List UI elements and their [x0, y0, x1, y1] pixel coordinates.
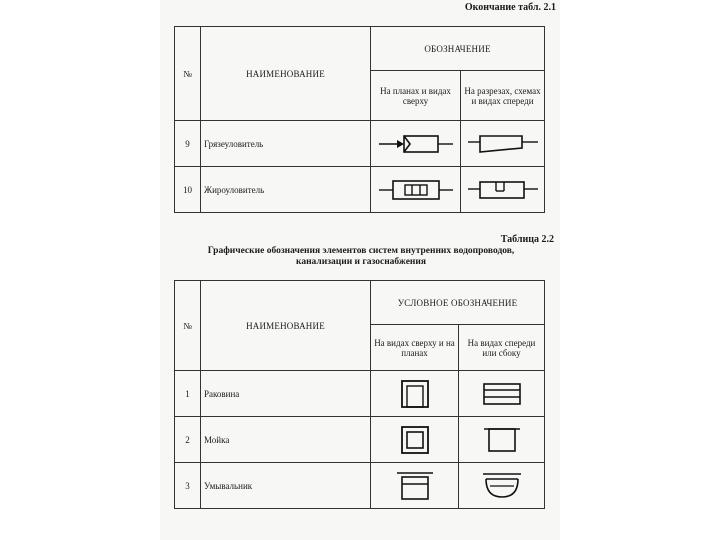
sink-front-icon: [478, 378, 526, 410]
table-row: [175, 167, 545, 213]
table1-header-name: НАИМЕНОВАНИЕ: [201, 27, 371, 121]
row-number: 9: [175, 121, 201, 167]
table1-header-designation: ОБОЗНАЧЕНИЕ: [371, 27, 545, 71]
kitchen-sink-plan-icon: [395, 424, 435, 456]
symbol-cell: [459, 417, 545, 463]
table-row: [175, 371, 545, 417]
table2-subheader-front: На видах спереди или сбоку: [459, 325, 545, 371]
table1-caption: Окончание табл. 2.1: [464, 2, 556, 13]
grease-trap-section-icon: [466, 177, 540, 203]
table2-header-designation: УСЛОВНОЕ ОБОЗНАЧЕНИЕ: [371, 281, 545, 325]
row-name: Жироуловитель: [201, 167, 371, 213]
symbol-cell: [371, 167, 461, 213]
table2-title: Графические обозначения элементов систем внутренних водопроводов, канализации и газоснабжения: [207, 246, 515, 267]
sink-plan-icon: [395, 378, 435, 410]
row-number: 1: [175, 371, 201, 417]
symbol-cell: [459, 371, 545, 417]
row-number: 2: [175, 417, 201, 463]
grease-trap-plan-icon: [377, 177, 455, 203]
table2-header-name: НАИМЕНОВАНИЕ: [201, 281, 371, 371]
row-name: Умывальник: [201, 463, 371, 509]
table2: [174, 280, 545, 509]
table1: [174, 26, 545, 213]
row-name: Мойка: [201, 417, 371, 463]
table2-subheader-plan: На видах сверху и на планах: [371, 325, 459, 371]
symbol-cell: [371, 417, 459, 463]
table-row: [175, 417, 545, 463]
row-name: Раковина: [201, 371, 371, 417]
symbol-cell: [459, 463, 545, 509]
symbol-cell: [371, 371, 459, 417]
table2-header-num: №: [175, 281, 201, 371]
symbol-cell: [461, 121, 545, 167]
table1-subheader-section: На разрезах, схемах и видах спереди: [461, 71, 545, 121]
table1-header-num: №: [175, 27, 201, 121]
table2-caption: Таблица 2.2: [500, 234, 554, 245]
row-name: Грязеуловитель: [201, 121, 371, 167]
symbol-cell: [371, 463, 459, 509]
table1-subheader-plan: На планах и видах сверху: [371, 71, 461, 121]
symbol-cell: [461, 167, 545, 213]
row-number: 10: [175, 167, 201, 213]
washbasin-front-icon: [478, 469, 526, 503]
table-row: [175, 463, 545, 509]
row-number: 3: [175, 463, 201, 509]
symbol-cell: [371, 121, 461, 167]
mud-trap-section-icon: [466, 131, 540, 157]
mud-trap-plan-icon: [377, 131, 455, 157]
kitchen-sink-front-icon: [478, 424, 526, 456]
table-row: [175, 121, 545, 167]
washbasin-plan-icon: [393, 469, 437, 503]
document-page: [160, 0, 560, 540]
